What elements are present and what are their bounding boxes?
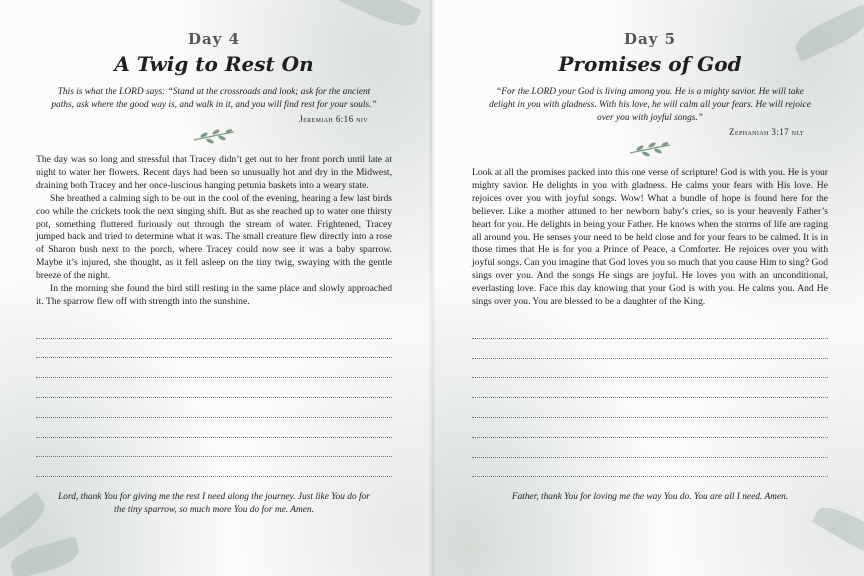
decorative-leaf bbox=[812, 499, 864, 567]
paragraph: She breathed a calming sigh to be out in the cool of the evening, hearing a few last birds coo while the crickets took the next singing shift. But as she reached up to water one thirsty pot, something fluttered furiously out through the stream of water. Frightened, Tracey jumped back and tried to determine what it was. The small creature flew directly into a rose of Sharon bush next to the porch, where Tracey could now see it was a baby sparrow. Maybe it’s injured, she thought, as it fell asleep on the tiny twig, swaying with the gentle breeze of the night. bbox=[36, 192, 392, 282]
journal-line[interactable] bbox=[472, 438, 828, 458]
devotion-title: Promises of God bbox=[558, 52, 742, 76]
journal-line[interactable] bbox=[472, 418, 828, 438]
paragraph: In the morning she found the bird still resting in the same place and slowly approached it. The sparrow flew off with strength into the sunshine. bbox=[36, 283, 392, 307]
paragraph: Look at all the promises packed into this one verse of scripture! God is with you. He is your mighty savior. He delights in you with gladness. He calms your fears with His love. He rejoices over you with joyful songs. Wow! What a bundle of hope is found here for the believer. Like a mother attuned to her newborn baby’s cries, so is your heavenly Father’s heart for you. He delights in being your Father. He knows when the storms of life are raging all around you. He senses your need to be held close and for your fears to be calmed. It is in those times that He is for you a Prince of Peace, a Comforter. He rejoices over you with joyful songs. Can you imagine that God loves you so much that you cause Him to sing? God sings over you. And the songs He sings are joyful. He loves you with an unconditional, everlasting love. Face this day knowing that your God is with you. He calms you. And He sings over you. You are blessed to be a daughter of the King. bbox=[472, 167, 828, 308]
decorative-leaf bbox=[8, 536, 82, 576]
journal-line[interactable] bbox=[36, 398, 392, 418]
journal-line[interactable] bbox=[472, 359, 828, 379]
journal-line[interactable] bbox=[36, 418, 392, 438]
day-label: Day 4 bbox=[187, 30, 241, 48]
closing-prayer: Father, thank You for loving me the way You do. You are all I need. Amen. bbox=[511, 492, 789, 503]
journal-line[interactable] bbox=[36, 457, 392, 477]
scripture-quote: This is what the LORD says: “Stand at the crossroads and look; ask for the ancient paths, ask where the good way is, and walk in it, and you will find rest for your souls.” bbox=[51, 87, 377, 110]
leaf-sprig-icon bbox=[628, 141, 672, 157]
journal-line[interactable] bbox=[472, 339, 828, 359]
journal-line[interactable] bbox=[36, 378, 392, 398]
journal-line[interactable] bbox=[472, 319, 828, 339]
journal-line[interactable] bbox=[36, 319, 392, 339]
devotion-title: A Twig to Rest On bbox=[114, 52, 314, 76]
scripture-reference: Jeremiah 6:16 niv bbox=[299, 114, 368, 124]
journal-line[interactable] bbox=[472, 398, 828, 418]
journal-lines bbox=[36, 319, 392, 477]
closing-prayer: Lord, thank You for giving me the rest I need along the journey. Just like You do for the tiny sparrow, so much more You do for me. Amen. bbox=[58, 492, 370, 516]
scripture-reference: Zephaniah 3:17 nlt bbox=[729, 127, 804, 137]
devotion-body bbox=[472, 167, 828, 309]
devotion-body bbox=[36, 154, 392, 309]
paragraph: The day was so long and stressful that Tracey didn’t get out to her front porch until late at night to water her flowers. Recent days had been so unusually hot and dry in the Midwest, draining both Tracey and her once-luscious hanging petunia baskets into a weary state. bbox=[36, 154, 392, 191]
journal-line[interactable] bbox=[36, 339, 392, 359]
journal-line[interactable] bbox=[472, 458, 828, 478]
journal-line[interactable] bbox=[36, 438, 392, 458]
journal-lines bbox=[472, 319, 828, 477]
decorative-leaf bbox=[329, 0, 422, 34]
right-page bbox=[432, 0, 864, 576]
journal-line[interactable] bbox=[36, 358, 392, 378]
journal-line[interactable] bbox=[472, 378, 828, 398]
scripture-quote: “For the LORD your God is living among you. He is a mighty savior. He will take delight in you with gladness. With his love, he will calm all your fears. He will rejoice over you with joyful songs.” bbox=[489, 87, 811, 123]
book-gutter bbox=[428, 0, 436, 576]
leaf-sprig-icon bbox=[192, 128, 236, 144]
day-label: Day 5 bbox=[623, 30, 677, 48]
